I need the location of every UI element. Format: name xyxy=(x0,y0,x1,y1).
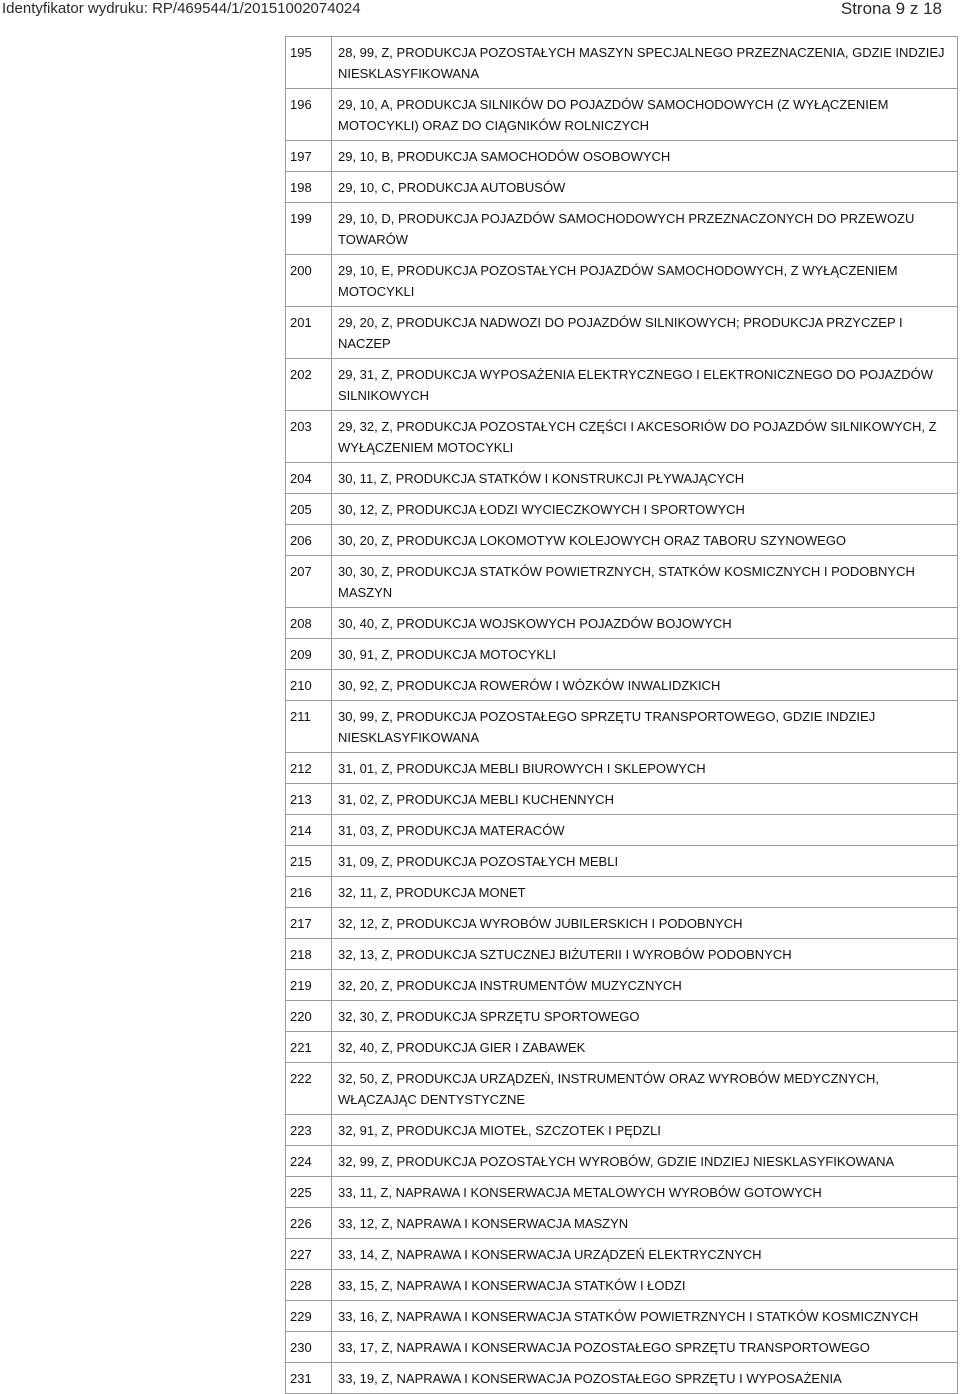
activity-description: 32, 99, Z, PRODUKCJA POZOSTAŁYCH WYROBÓW, GDZIE INDZIEJ NIESKLASYFIKOWANA xyxy=(332,1146,958,1177)
table-body xyxy=(286,37,958,1394)
table-row xyxy=(286,1270,958,1301)
table-row xyxy=(286,877,958,908)
row-number: 221 xyxy=(286,1032,332,1063)
activity-description: 29, 10, B, PRODUKCJA SAMOCHODÓW OSOBOWYCH xyxy=(332,141,958,172)
activity-description: 30, 12, Z, PRODUKCJA ŁODZI WYCIECZKOWYCH I SPORTOWYCH xyxy=(332,494,958,525)
page-header xyxy=(0,0,960,24)
activity-description: 32, 11, Z, PRODUKCJA MONET xyxy=(332,877,958,908)
row-number: 224 xyxy=(286,1146,332,1177)
table-row xyxy=(286,608,958,639)
table-row xyxy=(286,1032,958,1063)
activity-description: 30, 20, Z, PRODUKCJA LOKOMOTYW KOLEJOWYCH ORAZ TABORU SZYNOWEGO xyxy=(332,525,958,556)
table-row xyxy=(286,37,958,89)
table-row xyxy=(286,172,958,203)
row-number: 217 xyxy=(286,908,332,939)
table-row xyxy=(286,525,958,556)
activity-description: 32, 91, Z, PRODUKCJA MIOTEŁ, SZCZOTEK I PĘDZLI xyxy=(332,1115,958,1146)
activity-description: 31, 03, Z, PRODUKCJA MATERACÓW xyxy=(332,815,958,846)
table-row xyxy=(286,1115,958,1146)
row-number: 216 xyxy=(286,877,332,908)
row-number: 230 xyxy=(286,1332,332,1363)
row-number: 204 xyxy=(286,463,332,494)
activity-description: 29, 32, Z, PRODUKCJA POZOSTAŁYCH CZĘŚCI I AKCESORIÓW DO POJAZDÓW SILNIKOWYCH, Z WYŁĄCZENIEM MOTOCYKLI xyxy=(332,411,958,463)
table-row xyxy=(286,1208,958,1239)
table-row xyxy=(286,639,958,670)
activity-description: 32, 20, Z, PRODUKCJA INSTRUMENTÓW MUZYCZNYCH xyxy=(332,970,958,1001)
activity-description: 33, 16, Z, NAPRAWA I KONSERWACJA STATKÓW POWIETRZNYCH I STATKÓW KOSMICZNYCH xyxy=(332,1301,958,1332)
row-number: 196 xyxy=(286,89,332,141)
table-row xyxy=(286,670,958,701)
row-number: 205 xyxy=(286,494,332,525)
table-row xyxy=(286,1001,958,1032)
page-number: Strona 9 z 18 xyxy=(840,0,942,18)
activity-description: 32, 12, Z, PRODUKCJA WYROBÓW JUBILERSKICH I PODOBNYCH xyxy=(332,908,958,939)
table-row xyxy=(286,815,958,846)
table-row xyxy=(286,784,958,815)
row-number: 223 xyxy=(286,1115,332,1146)
table-row xyxy=(286,411,958,463)
activity-description: 30, 91, Z, PRODUKCJA MOTOCYKLI xyxy=(332,639,958,670)
row-number: 211 xyxy=(286,701,332,753)
activity-description: 33, 17, Z, NAPRAWA I KONSERWACJA POZOSTAŁEGO SPRZĘTU TRANSPORTOWEGO xyxy=(332,1332,958,1363)
activity-description: 33, 14, Z, NAPRAWA I KONSERWACJA URZĄDZEŃ ELEKTRYCZNYCH xyxy=(332,1239,958,1270)
activity-description: 28, 99, Z, PRODUKCJA POZOSTAŁYCH MASZYN SPECJALNEGO PRZEZNACZENIA, GDZIE INDZIEJ NIESKLASYFIKOWANA xyxy=(332,37,958,89)
row-number: 199 xyxy=(286,203,332,255)
activity-description: 32, 40, Z, PRODUKCJA GIER I ZABAWEK xyxy=(332,1032,958,1063)
row-number: 208 xyxy=(286,608,332,639)
activity-description: 30, 92, Z, PRODUKCJA ROWERÓW I WÓZKÓW INWALIDZKICH xyxy=(332,670,958,701)
activity-description: 29, 10, C, PRODUKCJA AUTOBUSÓW xyxy=(332,172,958,203)
table-row xyxy=(286,1301,958,1332)
table-row xyxy=(286,255,958,307)
activity-description: 29, 10, A, PRODUKCJA SILNIKÓW DO POJAZDÓW SAMOCHODOWYCH (Z WYŁĄCZENIEM MOTOCYKLI) ORAZ DO CIĄGNIKÓW ROLNICZYCH xyxy=(332,89,958,141)
row-number: 228 xyxy=(286,1270,332,1301)
activity-description: 30, 30, Z, PRODUKCJA STATKÓW POWIETRZNYCH, STATKÓW KOSMICZNYCH I PODOBNYCH MASZYN xyxy=(332,556,958,608)
activity-description: 32, 30, Z, PRODUKCJA SPRZĘTU SPORTOWEGO xyxy=(332,1001,958,1032)
row-number: 201 xyxy=(286,307,332,359)
pkd-codes-table xyxy=(285,36,958,1394)
activity-description: 32, 50, Z, PRODUKCJA URZĄDZEŃ, INSTRUMENTÓW ORAZ WYROBÓW MEDYCZNYCH, WŁĄCZAJĄC DENTYSTYCZNE xyxy=(332,1063,958,1115)
row-number: 220 xyxy=(286,1001,332,1032)
table-row xyxy=(286,141,958,172)
activity-description: 33, 11, Z, NAPRAWA I KONSERWACJA METALOWYCH WYROBÓW GOTOWYCH xyxy=(332,1177,958,1208)
print-identifier: Identyfikator wydruku: RP/469544/1/20151002074024 xyxy=(2,0,361,17)
row-number: 218 xyxy=(286,939,332,970)
activity-description: 30, 11, Z, PRODUKCJA STATKÓW I KONSTRUKCJI PŁYWAJĄCYCH xyxy=(332,463,958,494)
activity-description: 31, 02, Z, PRODUKCJA MEBLI KUCHENNYCH xyxy=(332,784,958,815)
table-row xyxy=(286,1146,958,1177)
table-row xyxy=(286,556,958,608)
row-number: 209 xyxy=(286,639,332,670)
row-number: 215 xyxy=(286,846,332,877)
table-row xyxy=(286,359,958,411)
row-number: 222 xyxy=(286,1063,332,1115)
row-number: 212 xyxy=(286,753,332,784)
row-number: 203 xyxy=(286,411,332,463)
activity-description: 33, 19, Z, NAPRAWA I KONSERWACJA POZOSTAŁEGO SPRZĘTU I WYPOSAŻENIA xyxy=(332,1363,958,1394)
row-number: 231 xyxy=(286,1363,332,1394)
activity-description: 29, 10, E, PRODUKCJA POZOSTAŁYCH POJAZDÓW SAMOCHODOWYCH, Z WYŁĄCZENIEM MOTOCYKLI xyxy=(332,255,958,307)
row-number: 202 xyxy=(286,359,332,411)
row-number: 207 xyxy=(286,556,332,608)
row-number: 197 xyxy=(286,141,332,172)
table-row xyxy=(286,939,958,970)
table-row xyxy=(286,1177,958,1208)
activity-description: 32, 13, Z, PRODUKCJA SZTUCZNEJ BIŻUTERII I WYROBÓW PODOBNYCH xyxy=(332,939,958,970)
table-row xyxy=(286,307,958,359)
table-row xyxy=(286,1363,958,1394)
activity-description: 29, 31, Z, PRODUKCJA WYPOSAŻENIA ELEKTRYCZNEGO I ELEKTRONICZNEGO DO POJAZDÓW SILNIKOWYCH xyxy=(332,359,958,411)
activity-description: 30, 99, Z, PRODUKCJA POZOSTAŁEGO SPRZĘTU TRANSPORTOWEGO, GDZIE INDZIEJ NIESKLASYFIKOWANA xyxy=(332,701,958,753)
activity-description: 31, 01, Z, PRODUKCJA MEBLI BIUROWYCH I SKLEPOWYCH xyxy=(332,753,958,784)
row-number: 227 xyxy=(286,1239,332,1270)
table-row xyxy=(286,1063,958,1115)
activity-description: 29, 20, Z, PRODUKCJA NADWOZI DO POJAZDÓW SILNIKOWYCH; PRODUKCJA PRZYCZEP I NACZEP xyxy=(332,307,958,359)
row-number: 229 xyxy=(286,1301,332,1332)
row-number: 198 xyxy=(286,172,332,203)
row-number: 214 xyxy=(286,815,332,846)
row-number: 219 xyxy=(286,970,332,1001)
table-row xyxy=(286,970,958,1001)
row-number: 225 xyxy=(286,1177,332,1208)
row-number: 195 xyxy=(286,37,332,89)
activity-description: 29, 10, D, PRODUKCJA POJAZDÓW SAMOCHODOWYCH PRZEZNACZONYCH DO PRZEWOZU TOWARÓW xyxy=(332,203,958,255)
table-row xyxy=(286,908,958,939)
table-row xyxy=(286,494,958,525)
table-row xyxy=(286,1239,958,1270)
table-row xyxy=(286,701,958,753)
activity-description: 33, 15, Z, NAPRAWA I KONSERWACJA STATKÓW I ŁODZI xyxy=(332,1270,958,1301)
activity-description: 30, 40, Z, PRODUKCJA WOJSKOWYCH POJAZDÓW BOJOWYCH xyxy=(332,608,958,639)
activity-description: 31, 09, Z, PRODUKCJA POZOSTAŁYCH MEBLI xyxy=(332,846,958,877)
row-number: 226 xyxy=(286,1208,332,1239)
table-row xyxy=(286,203,958,255)
row-number: 210 xyxy=(286,670,332,701)
activity-description: 33, 12, Z, NAPRAWA I KONSERWACJA MASZYN xyxy=(332,1208,958,1239)
table-row xyxy=(286,89,958,141)
row-number: 200 xyxy=(286,255,332,307)
row-number: 206 xyxy=(286,525,332,556)
row-number: 213 xyxy=(286,784,332,815)
table-row xyxy=(286,846,958,877)
table-row xyxy=(286,463,958,494)
table-row xyxy=(286,1332,958,1363)
table-row xyxy=(286,753,958,784)
